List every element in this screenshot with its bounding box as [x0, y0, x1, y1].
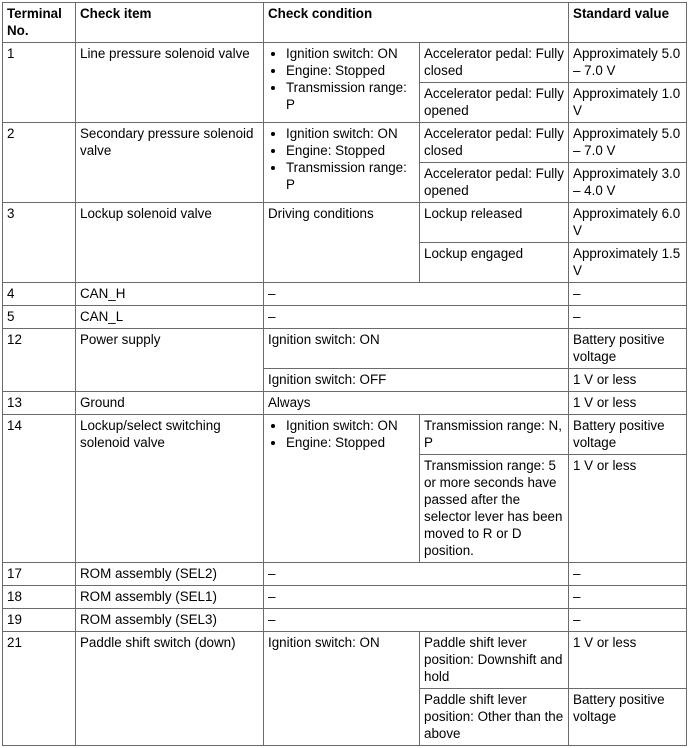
- condition-list-item: • Transmission range: P: [286, 79, 416, 113]
- condition-list-item: • Engine: Stopped: [286, 62, 416, 79]
- check-item-cell: Power supply: [76, 329, 264, 392]
- table-row: [3, 632, 687, 689]
- condition-list: [268, 125, 416, 193]
- check-item-cell: Ground: [76, 392, 264, 415]
- table-row: [3, 306, 687, 329]
- check-item-cell: CAN_H: [76, 283, 264, 306]
- check-item-cell: Paddle shift switch (down): [76, 632, 264, 746]
- standard-value-cell: Battery positive voltage: [569, 689, 687, 746]
- table-row: [3, 123, 687, 163]
- standard-value-cell: Battery positive voltage: [569, 329, 687, 369]
- terminal-no-cell: 3: [3, 203, 76, 283]
- terminal-check-table: [2, 2, 687, 746]
- table-row: [3, 586, 687, 609]
- terminal-no-cell: 14: [3, 415, 76, 563]
- table-row: [3, 283, 687, 306]
- standard-value-cell: Approximately 6.0 V: [569, 203, 687, 243]
- condition-list-item: • Engine: Stopped: [286, 142, 416, 159]
- table-row: [3, 609, 687, 632]
- table-row: [3, 392, 687, 415]
- standard-value-cell: Approximately 3.0 – 4.0 V: [569, 163, 687, 203]
- condition-cell: Ignition switch: ON: [264, 632, 420, 746]
- check-item-cell: ROM assembly (SEL3): [76, 609, 264, 632]
- terminal-no-cell: 17: [3, 563, 76, 586]
- standard-value-cell: Approximately 5.0 – 7.0 V: [569, 43, 687, 83]
- condition-cell: –: [264, 283, 569, 306]
- standard-value-cell: –: [569, 563, 687, 586]
- table-row: [3, 415, 687, 455]
- condition-list-cell: [264, 415, 420, 563]
- standard-value-cell: –: [569, 586, 687, 609]
- condition-cell: –: [264, 306, 569, 329]
- standard-value-cell: 1 V or less: [569, 392, 687, 415]
- sub-condition-cell: Transmission range: 5 or more seconds have passed after the selector lever has been moved to R or D position.: [420, 455, 569, 563]
- header-check-item: Check item: [76, 3, 264, 43]
- header-check-condition: Check condition: [264, 3, 569, 43]
- check-item-cell: ROM assembly (SEL1): [76, 586, 264, 609]
- header-row: [3, 3, 687, 43]
- condition-cell: Always: [264, 392, 569, 415]
- condition-cell: Ignition switch: OFF: [264, 369, 569, 392]
- standard-value-cell: –: [569, 609, 687, 632]
- terminal-no-cell: 13: [3, 392, 76, 415]
- terminal-no-cell: 12: [3, 329, 76, 392]
- check-item-cell: ROM assembly (SEL2): [76, 563, 264, 586]
- sub-condition-cell: Lockup engaged: [420, 243, 569, 283]
- terminal-no-cell: 21: [3, 632, 76, 746]
- terminal-no-cell: 1: [3, 43, 76, 123]
- table-row: [3, 329, 687, 369]
- condition-list: [268, 45, 416, 113]
- condition-cell: Ignition switch: ON: [264, 329, 569, 369]
- sub-condition-cell: Paddle shift lever position: Other than the above: [420, 689, 569, 746]
- sub-condition-cell: Accelerator pedal: Fully closed: [420, 123, 569, 163]
- sub-condition-cell: Accelerator pedal: Fully opened: [420, 163, 569, 203]
- condition-cell: Driving conditions: [264, 203, 420, 283]
- sub-condition-cell: Accelerator pedal: Fully closed: [420, 43, 569, 83]
- condition-cell: –: [264, 609, 569, 632]
- terminal-no-cell: 5: [3, 306, 76, 329]
- table-row: [3, 563, 687, 586]
- sub-condition-cell: Accelerator pedal: Fully opened: [420, 83, 569, 123]
- standard-value-cell: Approximately 1.0 V: [569, 83, 687, 123]
- condition-list-cell: [264, 123, 420, 203]
- standard-value-cell: 1 V or less: [569, 632, 687, 689]
- sub-condition-cell: Lockup released: [420, 203, 569, 243]
- condition-list-item: • Engine: Stopped: [286, 434, 416, 451]
- condition-list: [268, 417, 416, 451]
- check-item-cell: Lockup solenoid valve: [76, 203, 264, 283]
- sub-condition-cell: Transmission range: N, P: [420, 415, 569, 455]
- terminal-no-cell: 18: [3, 586, 76, 609]
- standard-value-cell: Approximately 5.0 – 7.0 V: [569, 123, 687, 163]
- terminal-no-cell: 4: [3, 283, 76, 306]
- check-item-cell: Line pressure solenoid valve: [76, 43, 264, 123]
- standard-value-cell: 1 V or less: [569, 455, 687, 563]
- terminal-no-cell: 2: [3, 123, 76, 203]
- condition-cell: –: [264, 586, 569, 609]
- header-terminal-no: Terminal No.: [3, 3, 76, 43]
- sub-condition-cell: Paddle shift lever position: Downshift and hold: [420, 632, 569, 689]
- standard-value-cell: –: [569, 306, 687, 329]
- check-item-cell: Lockup/select switching solenoid valve: [76, 415, 264, 563]
- table-row: [3, 203, 687, 243]
- condition-list-item: • Ignition switch: ON: [286, 45, 416, 62]
- table-row: [3, 43, 687, 83]
- standard-value-cell: Battery positive voltage: [569, 415, 687, 455]
- terminal-no-cell: 19: [3, 609, 76, 632]
- standard-value-cell: Approximately 1.5 V: [569, 243, 687, 283]
- condition-list-cell: [264, 43, 420, 123]
- check-item-cell: Secondary pressure solenoid valve: [76, 123, 264, 203]
- standard-value-cell: –: [569, 283, 687, 306]
- header-standard-value: Standard value: [569, 3, 687, 43]
- condition-list-item: • Ignition switch: ON: [286, 125, 416, 142]
- condition-list-item: • Transmission range: P: [286, 159, 416, 193]
- condition-list-item: • Ignition switch: ON: [286, 417, 416, 434]
- condition-cell: –: [264, 563, 569, 586]
- standard-value-cell: 1 V or less: [569, 369, 687, 392]
- check-item-cell: CAN_L: [76, 306, 264, 329]
